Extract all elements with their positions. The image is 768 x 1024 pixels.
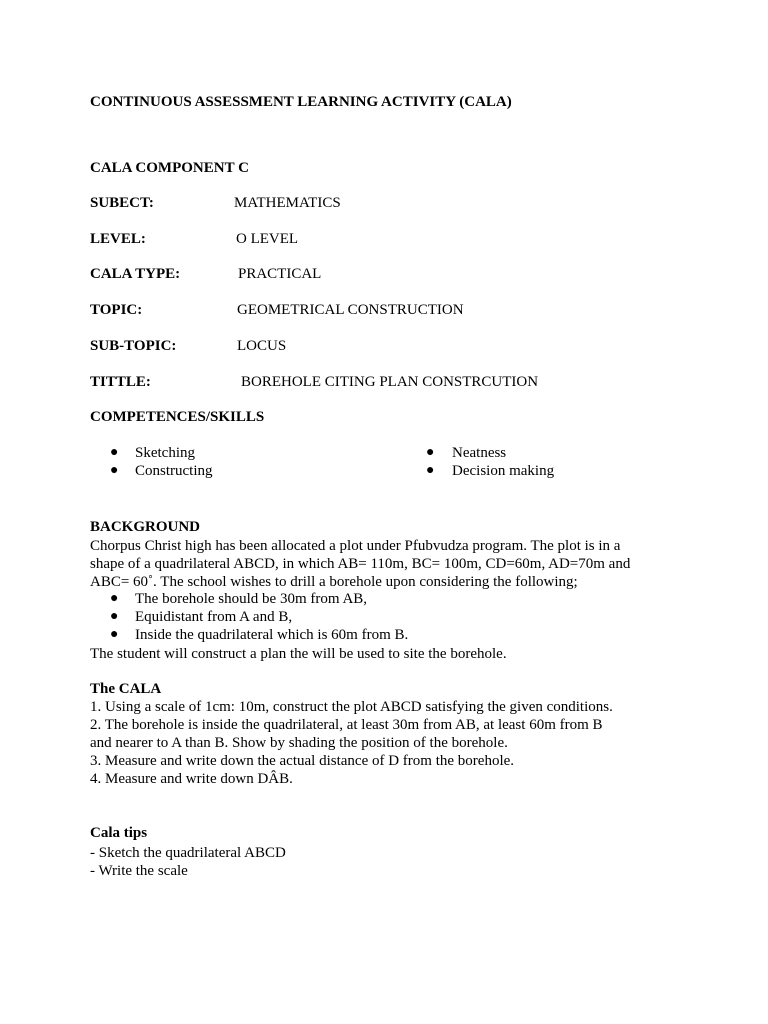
competences-heading: COMPETENCES/SKILLS (90, 409, 265, 425)
cala-type-value: PRACTICAL (238, 266, 322, 282)
topic-label: TOPIC: (90, 302, 143, 318)
subject-value: MATHEMATICS (234, 195, 341, 211)
cala-task: 1. Using a scale of 1cm: 10m, construct the plot ABCD satisfying the given conditions. (90, 699, 613, 715)
cala-task: 3. Measure and write down the actual distance of D from the borehole. (90, 753, 515, 769)
background-text: shape of a quadrilateral ABCD, in which AB= 110m, BC= 100m, CD=60m, AD=70m and (90, 556, 631, 572)
background-heading: BACKGROUND (90, 519, 201, 535)
title-label: TITTLE: (90, 374, 151, 390)
bullet-icon: ● (110, 627, 119, 642)
level-label: LEVEL: (90, 231, 146, 247)
bullet-icon: ● (110, 609, 119, 624)
cala-component: CALA COMPONENT C (90, 160, 249, 176)
cala-task: 4. Measure and write down DÂB. (90, 771, 293, 787)
background-closing: The student will construct a plan the will be used to site the borehole. (90, 646, 507, 662)
sub-topic-value: LOCUS (237, 338, 287, 354)
bullet-icon: ● (110, 591, 119, 606)
background-text: Chorpus Christ high has been allocated a plot under Pfubvudza program. The plot is in a (90, 538, 621, 554)
tip-line: - Sketch the quadrilateral ABCD (90, 845, 286, 861)
bullet-icon: ● (426, 463, 435, 478)
bullet-icon: ● (426, 445, 435, 460)
document-title: CONTINUOUS ASSESSMENT LEARNING ACTIVITY (CALA) (90, 94, 512, 110)
cala-heading: The CALA (90, 681, 162, 697)
title-value: BOREHOLE CITING PLAN CONSTRCUTION (241, 374, 539, 390)
tip-line: - Write the scale (90, 863, 188, 879)
background-text: ABC= 60˚. The school wishes to drill a borehole upon considering the following; (90, 574, 578, 590)
cala-type-label: CALA TYPE: (90, 266, 181, 282)
sub-topic-label: SUB-TOPIC: (90, 338, 177, 354)
cala-task: and nearer to A than B. Show by shading the position of the borehole. (90, 735, 508, 751)
subject-label: SUBECT: (90, 195, 154, 211)
topic-value: GEOMETRICAL CONSTRUCTION (237, 302, 464, 318)
cala-task: 2. The borehole is inside the quadrilateral, at least 30m from AB, at least 60m from B (90, 717, 603, 733)
tips-heading: Cala tips (90, 825, 148, 841)
level-value: O LEVEL (236, 231, 299, 247)
bullet-icon: ● (110, 445, 119, 460)
bullet-icon: ● (110, 463, 119, 478)
